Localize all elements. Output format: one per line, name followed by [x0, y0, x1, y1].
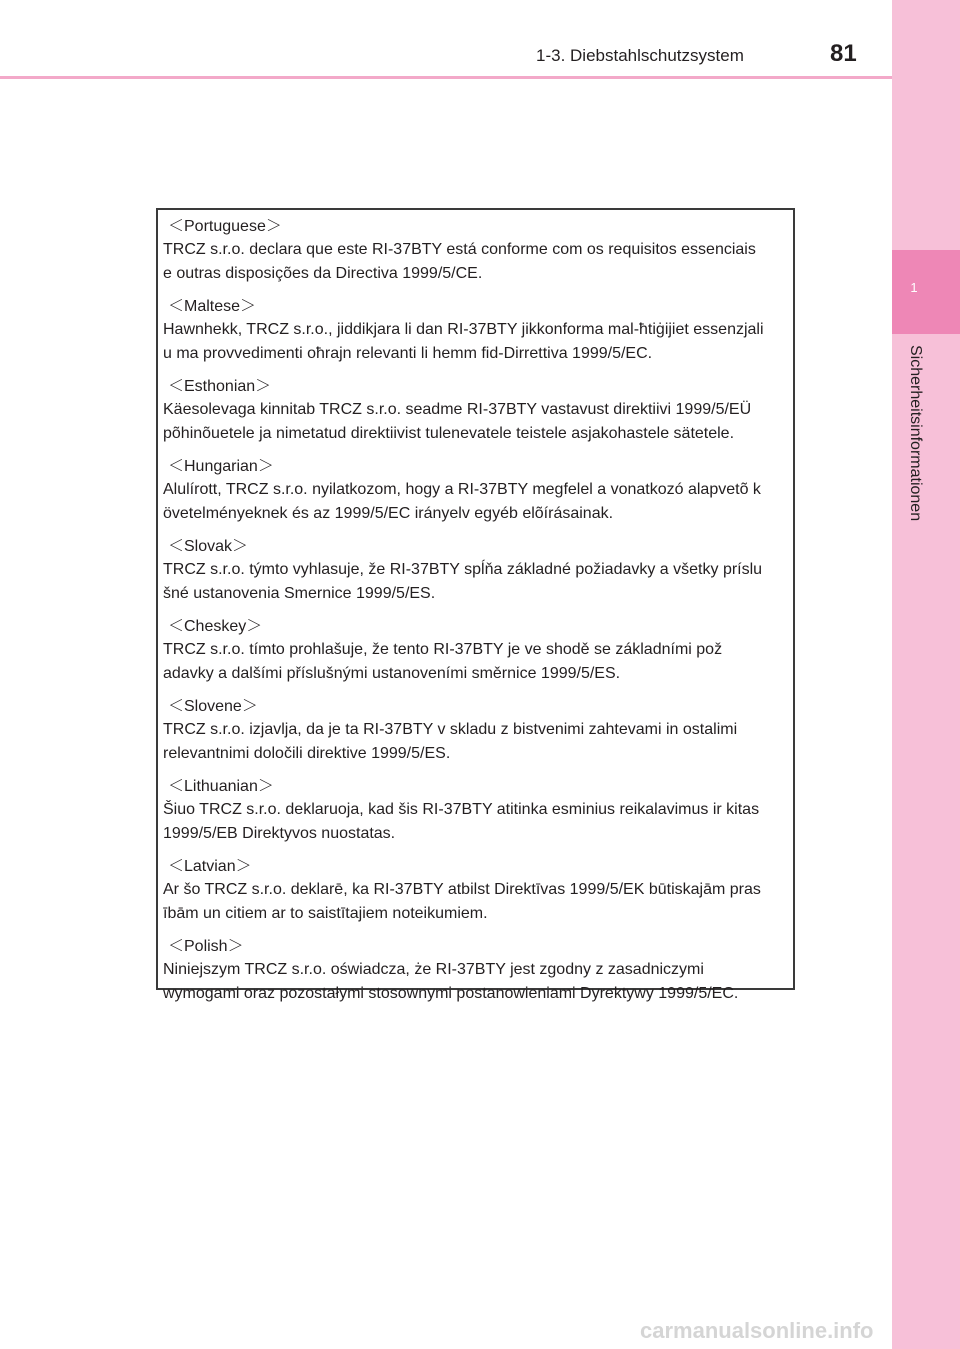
chapter-title: Sicherheitsinformationen: [907, 345, 924, 522]
declaration-text-line: wymogami oraz pozostałymi stosownymi postanowieniami Dyrektywy 1999/5/EC.: [163, 985, 739, 1002]
declaration-text-line: Alulírott, TRCZ s.r.o. nyilatkozom, hogy a RI-37BTY megfelel a vonatkozó alapvetõ k: [163, 481, 761, 498]
page-number: 81: [830, 40, 857, 67]
footer-watermark: carmanualsonline.info: [640, 1318, 874, 1343]
declaration-text-line: Šiuo TRCZ s.r.o. deklaruoja, kad šis RI-37BTY atitinka esminius reikalavimus ir kitas: [163, 801, 760, 818]
declaration-text-line: övetelményeknek és az 1999/5/EC irányelv egyéb elõírásainak.: [163, 505, 614, 522]
declaration-text-line: ībām un citiem ar to saistītajiem noteikumiem.: [163, 905, 488, 922]
declaration-block: [163, 376, 793, 446]
declaration-text-line: Käesolevaga kinnitab TRCZ s.r.o. seadme RI-37BTY vastavust direktiivi 1999/5/EÜ: [163, 401, 752, 418]
declaration-block: [163, 936, 793, 1006]
declaration-language: ＜Esthonian＞: [168, 378, 272, 395]
declaration-language: ＜Polish＞: [168, 938, 244, 955]
section-title: 1-3. Diebstahlschutzsystem: [536, 46, 744, 65]
declaration-text-line: u ma provvedimenti oħrajn relevanti li hemm fid-Dirrettiva 1999/5/EC.: [163, 345, 653, 362]
declaration-text-line: TRCZ s.r.o. týmto vyhlasuje, že RI-37BTY spĺňa základné požiadavky a všetky príslu: [163, 561, 763, 578]
declaration-block: [163, 536, 793, 606]
declaration-text-line: põhinõuetele ja nimetatud direktiivist tulenevatele teistele asjakohastele sätetele.: [163, 425, 735, 442]
declaration-block: [163, 776, 793, 846]
declaration-text-line: Niniejszym TRCZ s.r.o. oświadcza, że RI-37BTY jest zgodny z zasadniczymi: [163, 961, 704, 978]
chapter-tab[interactable]: [892, 250, 960, 334]
declaration-language: ＜Portuguese＞: [168, 218, 282, 235]
declaration-text-line: adavky a dalšími příslušnými ustanoveními směrnice 1999/5/ES.: [163, 665, 621, 682]
declaration-text-line: Ar šo TRCZ s.r.o. deklarē, ka RI-37BTY atbilst Direktīvas 1999/5/EK būtiskajām pras: [163, 881, 761, 898]
side-tab-background: [892, 0, 960, 1349]
declaration-block: [163, 696, 793, 766]
declaration-language: ＜Lithuanian＞: [168, 778, 274, 795]
declaration-block: [163, 296, 793, 366]
declaration-block: [163, 616, 793, 686]
declaration-text-line: TRCZ s.r.o. tímto prohlašuje, že tento RI-37BTY je ve shodě se základními pož: [163, 641, 723, 658]
declaration-language: ＜Slovak＞: [168, 538, 249, 555]
declaration-text-line: e outras disposições da Directiva 1999/5/CE.: [163, 265, 483, 282]
declaration-text-line: šné ustanovenia Smernice 1999/5/ES.: [163, 585, 436, 602]
declaration-block: [163, 456, 793, 526]
declaration-language: ＜Slovene＞: [168, 698, 258, 715]
declaration-block: [163, 216, 793, 286]
declaration-block: [163, 856, 793, 926]
declaration-text-line: TRCZ s.r.o. declara que este RI-37BTY está conforme com os requisitos essenciais: [163, 241, 756, 258]
declaration-language: ＜Maltese＞: [168, 298, 257, 315]
declaration-language: ＜Cheskey＞: [168, 618, 263, 635]
declaration-language: ＜Hungarian＞: [168, 458, 274, 475]
declaration-text-line: TRCZ s.r.o. izjavlja, da je ta RI-37BTY v skladu z bistvenimi zahtevami in ostalimi: [163, 721, 738, 738]
chapter-number: 1: [910, 280, 918, 295]
declaration-text-line: 1999/5/EB Direktyvos nuostatas.: [163, 825, 396, 842]
header-divider: [0, 76, 892, 79]
declaration-box: [156, 208, 795, 1002]
declaration-text-line: relevantnimi določili direktive 1999/5/ES.: [163, 745, 451, 762]
declaration-text-line: Hawnhekk, TRCZ s.r.o., jiddikjara li dan RI-37BTY jikkonforma mal-ħtiġijiet essenzjali: [163, 321, 764, 338]
declaration-language: ＜Latvian＞: [168, 858, 252, 875]
